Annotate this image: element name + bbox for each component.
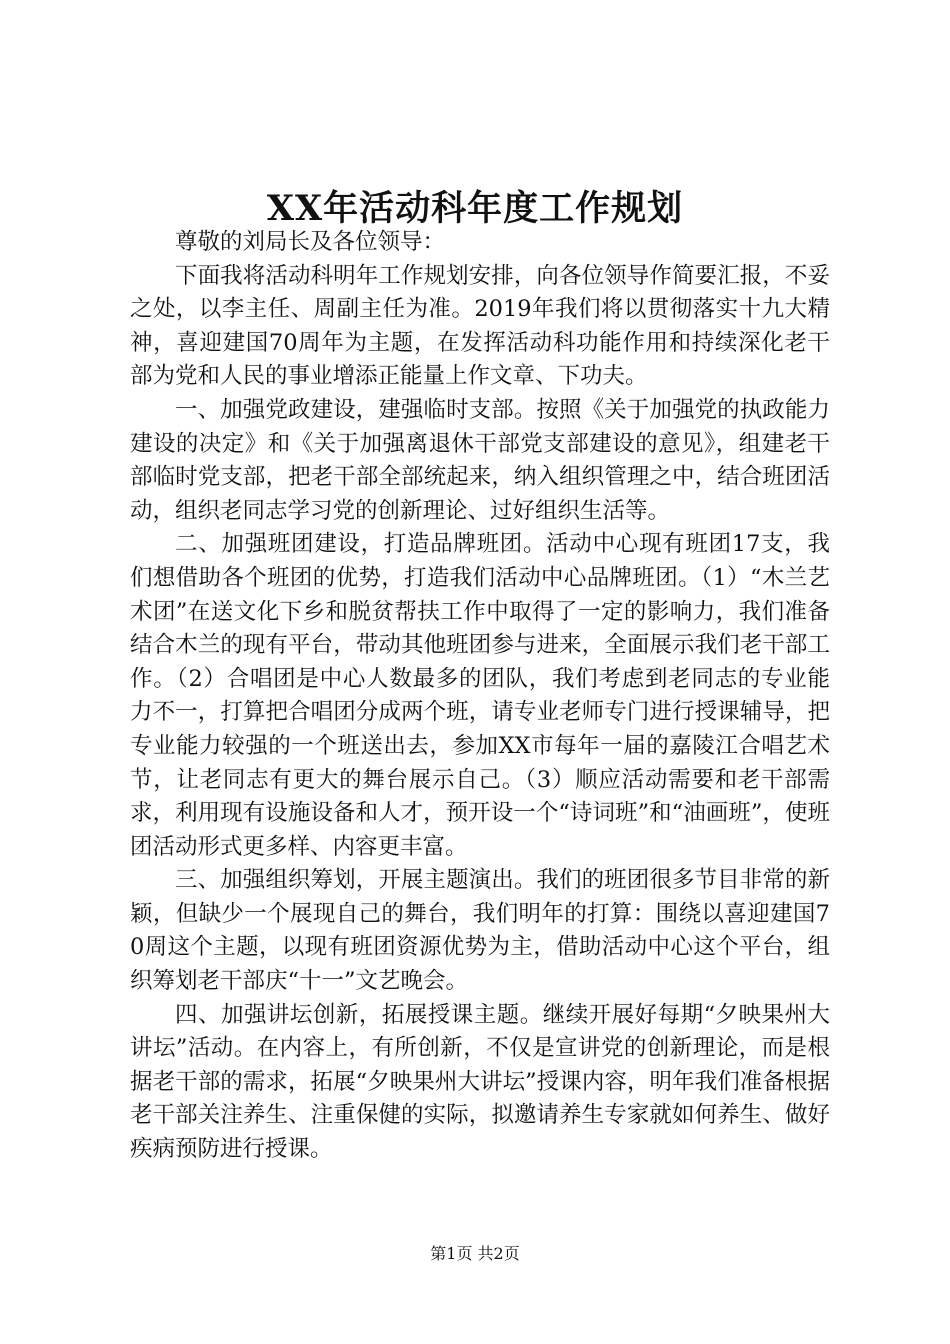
intro-paragraph: 下面我将活动科明年工作规划安排，向各位领导作简要汇报，不妥之处，以李主任、周副主任为准。2019年我们将以贯彻落实十九大精神，喜迎建国70周年为主题，在发挥活动科功能作用和持续深化老干部为党和人民的事业增添正能量上作文章、下功夫。 — [130, 262, 830, 390]
page-number-footer: 第1页 共2页 — [430, 1244, 520, 1263]
document-body — [130, 226, 830, 1167]
document-title: XX年活动科年度工作规划 — [266, 188, 684, 229]
section-two-paragraph: 二、加强班团建设，打造品牌班团。活动中心现有班团17支，我们想借助各个班团的优势，打造我们活动中心品牌班团。（1）“木兰艺术团”在送文化下乡和脱贫帮扶工作中取得了一定的影响力，我们准备结合木兰的现有平台，带动其他班团参与进来，全面展示我们老干部工作。（2）合唱团是中心人数最多的团队，我们考虑到老同志的专业能力不一，打算把合唱团分成两个班，请专业老师专门进行授课辅导，把专业能力较强的一个班送出去，参加XX市每年一届的嘉陵江合唱艺术节，让老同志有更大的舞台展示自己。（3）顺应活动需要和老干部需求，利用现有设施设备和人才，预开设一个“诗词班”和“油画班”，使班团活动形式更多样、内容更丰富。 — [130, 531, 830, 860]
section-three-paragraph: 三、加强组织筹划，开展主题演出。我们的班团很多节目非常的新颖，但缺少一个展现自己的舞台，我们明年的打算：围绕以喜迎建国70周这个主题，以现有班团资源优势为主，借助活动中心这个平台，组织筹划老干部庆“十一”文艺晚会。 — [130, 867, 830, 995]
salutation-paragraph: 尊敬的刘局长及各位领导： — [175, 229, 446, 255]
section-four-paragraph: 四、加强讲坛创新，拓展授课主题。继续开展好每期“夕映果州大讲坛”活动。在内容上，有所创新，不仅是宣讲党的创新理论，而是根据老干部的需求，拓展“夕映果州大讲坛”授课内容，明年我们准备根据老干部关注养生、注重保健的实际，拟邀请养生专家就如何养生、做好疾病预防进行授课。 — [130, 1001, 830, 1163]
section-one-paragraph: 一、加强党政建设，建强临时支部。按照《关于加强党的执政能力建设的决定》和《关于加强离退休干部党支部建设的意见》，组建老干部临时党支部，把老干部全部统起来，纳入组织管理之中，结合班团活动，组织老同志学习党的创新理论、过好组织生活等。 — [130, 396, 830, 524]
